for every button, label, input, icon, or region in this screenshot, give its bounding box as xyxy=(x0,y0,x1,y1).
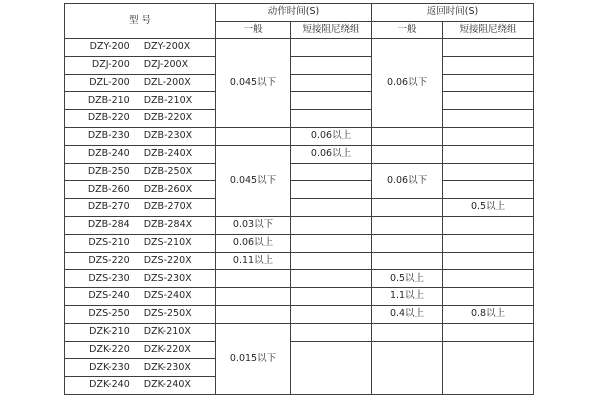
model-cell xyxy=(65,305,216,323)
cell-action-damping xyxy=(291,323,372,341)
cell-return-damping xyxy=(443,234,534,252)
model-cell xyxy=(65,92,216,110)
spec-table-header xyxy=(65,4,534,39)
model-cell xyxy=(65,39,216,57)
cell-action-damping xyxy=(291,199,372,217)
cell-action-damping xyxy=(291,181,372,199)
cell-return-damping xyxy=(443,252,534,270)
cell-return-damping xyxy=(443,39,534,57)
cell-return-damping: 0.5以上 xyxy=(443,199,534,217)
cell-return-general: 0.06以下 xyxy=(372,39,443,128)
cell-action-damping xyxy=(291,92,372,110)
cell-return-damping xyxy=(443,56,534,74)
cell-action-damping xyxy=(291,234,372,252)
model-cell xyxy=(65,56,216,74)
model-cell xyxy=(65,110,216,128)
table-row xyxy=(65,270,534,288)
cell-return-general: 1.1以上 xyxy=(372,288,443,306)
header-action-general: 一般 xyxy=(216,21,291,39)
cell-return-damping xyxy=(443,216,534,234)
table-row xyxy=(65,199,534,217)
model-cell xyxy=(65,359,216,377)
model-cell xyxy=(65,127,216,145)
model-code: DZK-230X xyxy=(143,361,191,373)
model-cell xyxy=(65,323,216,341)
cell-return-general xyxy=(372,216,443,234)
model-code: DZB-240X xyxy=(143,147,193,159)
model-code: DZB-220 xyxy=(87,112,130,124)
model-code: DZB-210X xyxy=(143,94,193,106)
cell-return-damping xyxy=(443,145,534,163)
table-row xyxy=(65,127,534,145)
model-code: DZK-210 xyxy=(89,325,130,337)
spec-table-body xyxy=(65,39,534,395)
cell-action-damping xyxy=(291,216,372,234)
cell-action-damping xyxy=(291,288,372,306)
cell-action-damping xyxy=(291,341,372,394)
cell-action-damping xyxy=(291,39,372,57)
model-code: DZB-284X xyxy=(143,219,193,231)
table-row xyxy=(65,39,534,57)
model-code: DZB-284 xyxy=(87,219,130,231)
model-code: DZK-230 xyxy=(89,361,130,373)
model-code: DZB-240 xyxy=(87,147,130,159)
model-code: DZB-230X xyxy=(143,130,193,142)
model-code: DZY-200X xyxy=(143,41,191,53)
cell-return-general xyxy=(372,252,443,270)
model-cell xyxy=(65,145,216,163)
table-row xyxy=(65,323,534,341)
model-cell xyxy=(65,252,216,270)
table-row xyxy=(65,234,534,252)
model-code: DZS-230 xyxy=(88,272,130,284)
spec-table-container xyxy=(64,3,534,395)
header-model: 型 号 xyxy=(65,4,216,39)
cell-return-general xyxy=(372,234,443,252)
table-row xyxy=(65,92,534,110)
model-cell xyxy=(65,234,216,252)
model-cell xyxy=(65,341,216,359)
model-code: DZS-220 xyxy=(88,254,130,266)
spec-table xyxy=(64,3,534,395)
cell-return-general: 0.4以上 xyxy=(372,305,443,323)
model-code: DZJ-200X xyxy=(143,58,189,70)
cell-action-general: 0.015以下 xyxy=(216,323,291,394)
table-row xyxy=(65,163,534,181)
model-code: DZK-240X xyxy=(143,379,191,391)
cell-return-general: 0.5以上 xyxy=(372,270,443,288)
cell-action-damping: 0.06以上 xyxy=(291,127,372,145)
model-cell xyxy=(65,199,216,217)
cell-return-damping xyxy=(443,270,534,288)
model-code: DZS-240X xyxy=(143,290,192,302)
header-return-general: 一般 xyxy=(372,21,443,39)
model-cell xyxy=(65,163,216,181)
cell-return-damping xyxy=(443,288,534,306)
model-code: DZS-210 xyxy=(88,236,130,248)
cell-action-general xyxy=(216,127,291,145)
cell-return-damping xyxy=(443,341,534,394)
model-code: DZK-240 xyxy=(89,379,130,391)
table-row xyxy=(65,288,534,306)
cell-action-damping xyxy=(291,110,372,128)
header-return-time: 返回时间(S) xyxy=(372,4,534,22)
model-code: DZB-270X xyxy=(143,201,193,213)
cell-return-general xyxy=(372,323,443,341)
cell-return-damping xyxy=(443,74,534,92)
cell-return-damping xyxy=(443,163,534,181)
cell-action-damping xyxy=(291,163,372,181)
model-code: DZB-260X xyxy=(143,183,193,195)
cell-return-damping xyxy=(443,323,534,341)
cell-action-damping xyxy=(291,56,372,74)
table-row xyxy=(65,252,534,270)
header-action-damping: 短接阻尼绕组 xyxy=(291,21,372,39)
cell-action-general: 0.06以上 xyxy=(216,234,291,252)
cell-return-general xyxy=(372,127,443,145)
cell-action-general: 0.03以下 xyxy=(216,216,291,234)
model-code: DZL-200 xyxy=(89,76,130,88)
model-code: DZS-240 xyxy=(88,290,130,302)
model-code: DZS-250 xyxy=(88,308,130,320)
cell-return-damping: 0.8以上 xyxy=(443,305,534,323)
cell-return-damping xyxy=(443,92,534,110)
table-row xyxy=(65,145,534,163)
table-row xyxy=(65,305,534,323)
model-cell xyxy=(65,181,216,199)
model-code: DZL-200X xyxy=(143,76,191,88)
header-return-damping: 短接阻尼绕组 xyxy=(443,21,534,39)
cell-action-general xyxy=(216,270,291,288)
cell-action-damping xyxy=(291,252,372,270)
header-action-time: 动作时间(S) xyxy=(216,4,372,22)
model-code: DZB-270 xyxy=(87,201,130,213)
cell-return-damping xyxy=(443,127,534,145)
model-code: DZS-230X xyxy=(143,272,192,284)
header-row-groups xyxy=(65,4,534,22)
model-code: DZK-210X xyxy=(143,325,191,337)
cell-return-damping xyxy=(443,181,534,199)
model-code: DZS-210X xyxy=(143,236,192,248)
cell-action-damping: 0.06以上 xyxy=(291,145,372,163)
cell-action-damping xyxy=(291,305,372,323)
cell-action-general: 0.045以下 xyxy=(216,39,291,128)
model-cell xyxy=(65,377,216,395)
model-code: DZB-260 xyxy=(87,183,130,195)
cell-action-general: 0.11以上 xyxy=(216,252,291,270)
model-cell xyxy=(65,74,216,92)
model-cell xyxy=(65,270,216,288)
table-row xyxy=(65,216,534,234)
model-code: DZB-210 xyxy=(87,94,130,106)
model-code: DZK-220 xyxy=(89,343,130,355)
cell-action-damping xyxy=(291,74,372,92)
cell-return-general: 0.06以下 xyxy=(372,163,443,199)
model-code: DZS-250X xyxy=(143,308,192,320)
cell-return-general xyxy=(372,199,443,217)
model-cell xyxy=(65,288,216,306)
table-row xyxy=(65,341,534,359)
cell-action-general xyxy=(216,288,291,306)
model-code: DZS-220X xyxy=(143,254,192,266)
table-row xyxy=(65,74,534,92)
model-code: DZB-250 xyxy=(87,165,130,177)
cell-return-damping xyxy=(443,110,534,128)
model-code: DZY-200 xyxy=(89,41,130,53)
cell-return-general xyxy=(372,341,443,394)
cell-action-general: 0.045以下 xyxy=(216,145,291,216)
model-code: DZB-230 xyxy=(87,130,130,142)
model-cell xyxy=(65,216,216,234)
table-row xyxy=(65,181,534,199)
cell-action-general xyxy=(216,305,291,323)
cell-action-damping xyxy=(291,270,372,288)
cell-return-general xyxy=(372,145,443,163)
model-code: DZJ-200 xyxy=(91,58,130,70)
model-code: DZB-220X xyxy=(143,112,193,124)
table-row xyxy=(65,110,534,128)
model-code: DZB-250X xyxy=(143,165,193,177)
model-code: DZK-220X xyxy=(143,343,191,355)
table-row xyxy=(65,56,534,74)
